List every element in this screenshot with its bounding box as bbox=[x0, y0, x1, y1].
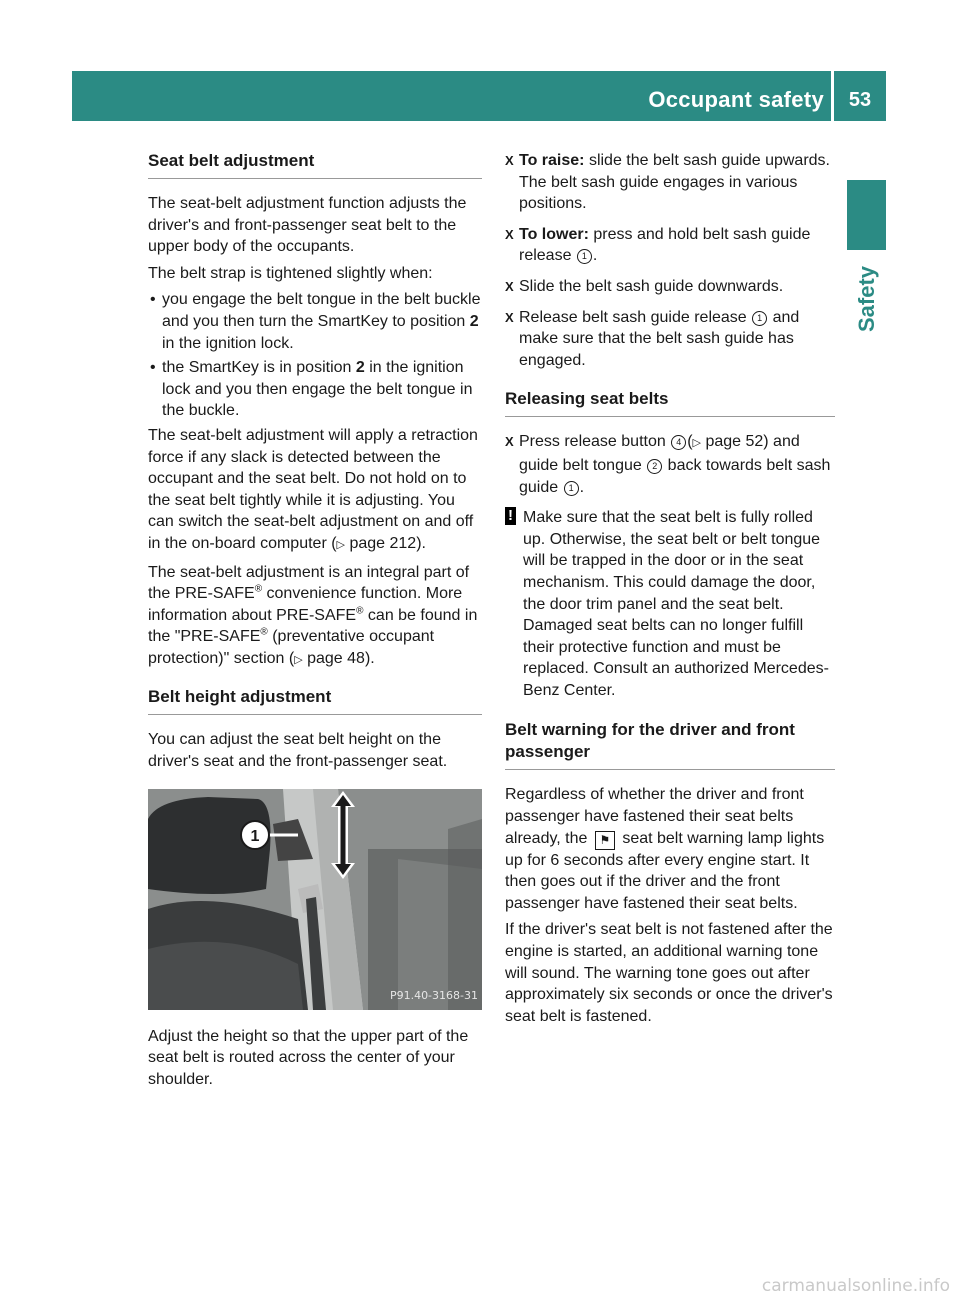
heading-belt-height: Belt height adjustment bbox=[148, 686, 482, 715]
paragraph: The seat-belt adjustment function adjusts the driver's and front-passenger seat belt to the upper body of the occupants. bbox=[148, 195, 467, 256]
step-marker-icon: X bbox=[505, 226, 514, 242]
heading-belt-warning: Belt warning for the driver and front passenger bbox=[505, 719, 835, 770]
callout-label: 1 bbox=[250, 827, 260, 845]
callout-ref: 1 bbox=[564, 481, 579, 496]
step-marker-icon: X bbox=[505, 278, 514, 294]
left-column bbox=[148, 150, 482, 1095]
callout-ref: 1 bbox=[577, 249, 592, 264]
list-item: • the SmartKey is in position 2 in the ignition lock and you then engage the belt tongue in the buckle. bbox=[148, 357, 482, 422]
callout-ref: 4 bbox=[671, 435, 686, 450]
paragraph: The seat-belt adjustment is an integral part of the PRE-SAFE® convenience function. More information about PRE-SAFE® can be found in the "PRE-SAFE® (preventative occupant protection)" section (▷ page 48). bbox=[148, 563, 478, 667]
step-marker-icon: X bbox=[505, 153, 514, 168]
list-item: • you engage the belt tongue in the belt buckle and you then turn the SmartKey to position 2 in the ignition lock. bbox=[148, 289, 482, 354]
side-marker bbox=[847, 180, 886, 250]
page-number: 53 bbox=[848, 89, 872, 111]
step-to-lower: X To lower: press and hold belt sash guide release 1 . bbox=[505, 225, 811, 265]
step-marker-icon: X bbox=[505, 309, 514, 325]
step-marker-icon: X bbox=[505, 434, 514, 450]
figure-code: P91.40-3168-31 bbox=[389, 989, 478, 1003]
side-tab bbox=[847, 254, 886, 344]
paragraph: You can adjust the seat belt height on the driver's seat and the front-passenger seat. bbox=[148, 731, 448, 771]
step-press-release: X Press release button 4 (▷ page 52) and guide belt tongue 2 back towards belt sash guide 1 . bbox=[505, 433, 831, 496]
page-ref-arrow-icon: ▷ bbox=[294, 653, 303, 666]
callout-ref: 2 bbox=[647, 459, 662, 474]
paragraph: The belt strap is tightened slightly when: bbox=[148, 264, 433, 282]
seat-belt-warning-icon: ⚑ bbox=[595, 831, 615, 850]
paragraph: The seat-belt adjustment will apply a retraction force if any slack is detected between the occupant and the seat belt. Do not hold on to the seat belt tightly while it is adjusting. You can switch the seat-belt adjustment on and off in the on-board computer (▷ page 212). bbox=[148, 426, 478, 552]
step-to-raise: X To raise: slide the belt sash guide upwards. The belt sash guide engages in various positions. bbox=[505, 152, 830, 213]
step-release: X Release belt sash guide release 1 and make sure that the belt sash guide has engaged. bbox=[505, 308, 800, 369]
section-title: Occupant safety bbox=[648, 87, 824, 112]
watermark: carmanualsonline.info bbox=[761, 1276, 950, 1296]
paragraph: Adjust the height so that the upper part of the seat belt is routed across the center of your shoulder. bbox=[148, 1027, 469, 1088]
heading-seat-belt-adjustment: Seat belt adjustment bbox=[148, 150, 482, 179]
right-column bbox=[505, 150, 835, 1032]
heading-releasing-seat-belts: Releasing seat belts bbox=[505, 388, 835, 417]
warning-note: ! Make sure that the seat belt is fully rolled up. Otherwise, the seat belt or belt tongue will be trapped in the door or in the seat mechanism. This could damage the door, the door trim panel and the seat belt. Damaged seat belts can no longer fulfill their protective function and must be replaced. Consult an authorized Mercedes-Benz Center. bbox=[505, 507, 835, 701]
step-slide: X Slide the belt sash guide downwards. bbox=[505, 276, 835, 298]
page-ref-arrow-icon: ▷ bbox=[336, 538, 346, 551]
side-tab-label: Safety bbox=[853, 265, 879, 333]
page-ref-arrow-icon: ▷ bbox=[692, 437, 701, 450]
paragraph: If the driver's seat belt is not fastened after the engine is started, an additional warning tone will sound. The warning tone goes out after approximately six seconds or once the driver's seat belt is fastened. bbox=[505, 921, 833, 1025]
warning-icon: ! bbox=[505, 507, 516, 525]
seat-belt-illustration bbox=[148, 789, 482, 1010]
paragraph: Regardless of whether the driver and front passenger have fastened their seat belts already, the ⚑ seat belt warning lamp lights up for 6 seconds after every engine start. It then goes out if the driver and the front passenger have fastened their seat belts. bbox=[505, 786, 825, 912]
callout-ref: 1 bbox=[752, 311, 767, 326]
belt-height-photo bbox=[148, 789, 482, 1010]
